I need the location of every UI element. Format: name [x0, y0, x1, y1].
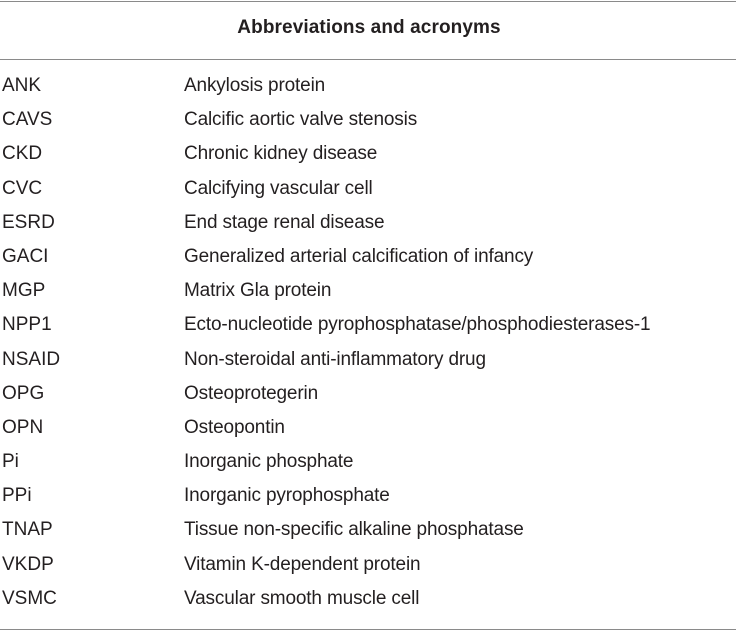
table-row: [0, 240, 738, 274]
definition-cell: Ecto-nucleotide pyrophosphatase/phosphodiesterases-1: [184, 314, 651, 336]
definition-cell: Inorganic phosphate: [184, 451, 354, 473]
table-row: [0, 206, 738, 240]
abbreviation-cell: PPi: [2, 485, 32, 507]
abbreviation-cell: CVC: [2, 177, 43, 199]
abbreviation-cell: VSMC: [2, 587, 57, 609]
table-row: [0, 548, 738, 582]
definition-cell: Chronic kidney disease: [184, 143, 378, 165]
abbreviation-cell: CKD: [2, 143, 43, 165]
definition-cell: Vitamin K-dependent protein: [184, 553, 421, 575]
table-row: [0, 343, 738, 377]
table-row: [0, 479, 738, 513]
definition-cell: Tissue non-specific alkaline phosphatase: [184, 519, 524, 541]
definition-cell: Generalized arterial calcification of infancy: [184, 245, 534, 267]
table-title: Abbreviations and acronyms: [237, 17, 501, 38]
abbreviation-cell: OPN: [2, 416, 44, 438]
table-row: [0, 137, 738, 171]
table-row: [0, 69, 738, 103]
abbreviation-cell: Pi: [2, 451, 19, 473]
definition-cell: Non-steroidal anti-inflammatory drug: [184, 348, 486, 370]
abbreviation-cell: GACI: [2, 245, 49, 267]
definition-cell: Vascular smooth muscle cell: [184, 587, 420, 609]
table-row: [0, 513, 738, 547]
bottom-rule: [0, 629, 736, 630]
table-row: [0, 274, 738, 308]
abbreviation-cell: NSAID: [2, 348, 61, 370]
abbreviation-cell: VKDP: [2, 553, 54, 575]
top-rule: [0, 1, 736, 2]
abbreviation-cell: OPG: [2, 382, 45, 404]
table-row: [0, 308, 738, 342]
abbreviation-cell: ANK: [2, 75, 42, 96]
table-row: [0, 172, 738, 206]
abbreviation-cell: CAVS: [2, 109, 53, 131]
definition-cell: Osteoprotegerin: [184, 382, 318, 404]
abbreviation-cell: ESRD: [2, 211, 55, 233]
abbreviation-cell: NPP1: [2, 314, 52, 336]
abbreviation-cell: TNAP: [2, 519, 53, 541]
definition-cell: Calcific aortic valve stenosis: [184, 109, 418, 131]
table-row: [0, 377, 738, 411]
definition-cell: Matrix Gla protein: [184, 280, 332, 302]
definition-cell: Calcifying vascular cell: [184, 177, 373, 199]
definition-cell: Inorganic pyrophosphate: [184, 485, 390, 507]
table-row: [0, 411, 738, 445]
definition-cell: Osteopontin: [184, 416, 285, 438]
definition-cell: Ankylosis protein: [184, 75, 326, 96]
abbreviation-cell: MGP: [2, 280, 46, 302]
table-body: [0, 69, 738, 616]
header-rule: [0, 59, 736, 60]
table-row: [0, 103, 738, 137]
definition-cell: End stage renal disease: [184, 211, 385, 233]
table-row: [0, 445, 738, 479]
table-row: [0, 582, 738, 616]
